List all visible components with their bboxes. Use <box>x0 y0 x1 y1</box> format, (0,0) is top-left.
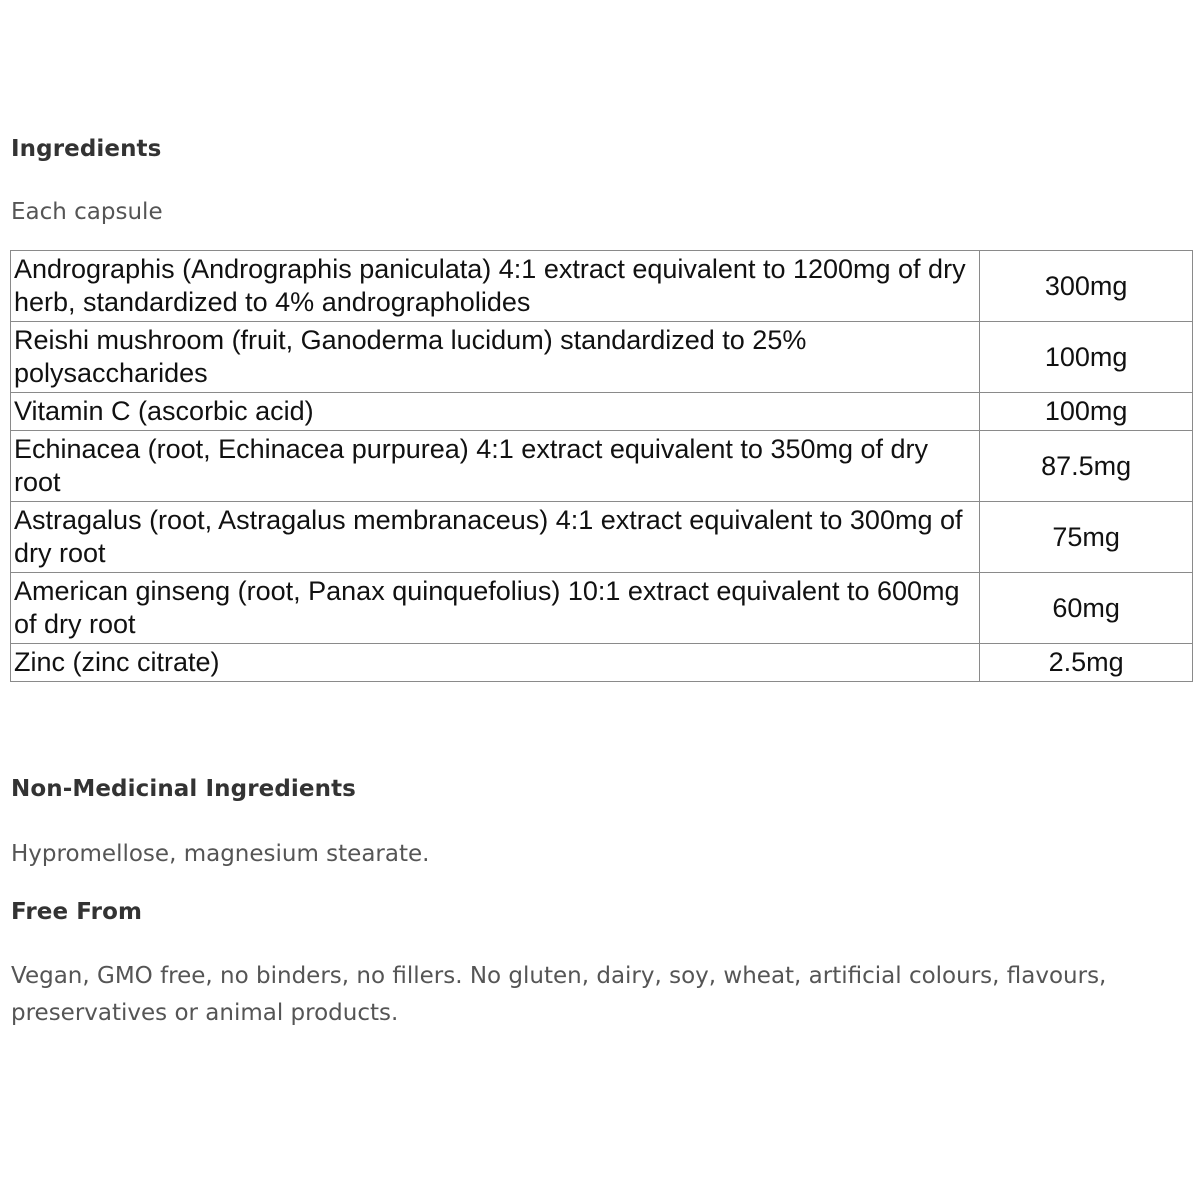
ingredient-amount: 87.5mg <box>980 431 1193 502</box>
table-row <box>11 322 1193 393</box>
ingredient-amount: 75mg <box>980 502 1193 573</box>
ingredient-amount: 100mg <box>980 393 1193 431</box>
ingredients-heading: Ingredients <box>11 136 162 162</box>
non-medicinal-heading: Non-Medicinal Ingredients <box>11 776 356 802</box>
ingredient-amount: 100mg <box>980 322 1193 393</box>
ingredient-name: Zinc (zinc citrate) <box>11 644 980 682</box>
ingredient-name: Reishi mushroom (fruit, Ganoderma lucidum) standardized to 25% polysaccharides <box>11 322 980 393</box>
serving-size-text: Each capsule <box>11 199 163 225</box>
free-from-heading: Free From <box>11 899 143 925</box>
ingredient-amount: 60mg <box>980 573 1193 644</box>
ingredient-name: Astragalus (root, Astragalus membranaceus) 4:1 extract equivalent to 300mg of dry root <box>11 502 980 573</box>
ingredient-name: Vitamin C (ascorbic acid) <box>11 393 980 431</box>
ingredient-amount: 2.5mg <box>980 644 1193 682</box>
ingredients-table <box>10 250 1193 682</box>
table-row <box>11 502 1193 573</box>
ingredient-name: American ginseng (root, Panax quinquefolius) 10:1 extract equivalent to 600mg of dry root <box>11 573 980 644</box>
table-row <box>11 251 1193 322</box>
table-row <box>11 573 1193 644</box>
table-row <box>11 393 1193 431</box>
ingredient-name: Echinacea (root, Echinacea purpurea) 4:1 extract equivalent to 350mg of dry root <box>11 431 980 502</box>
ingredient-amount: 300mg <box>980 251 1193 322</box>
table-row <box>11 431 1193 502</box>
table-row <box>11 644 1193 682</box>
non-medicinal-text: Hypromellose, magnesium stearate. <box>11 841 430 867</box>
free-from-text: Vegan, GMO free, no binders, no fillers. No gluten, dairy, soy, wheat, artificial colours, flavours, preservatives or animal products. <box>11 963 1107 1026</box>
ingredient-name: Andrographis (Andrographis paniculata) 4:1 extract equivalent to 1200mg of dry herb, standardized to 4% andrographolides <box>11 251 980 322</box>
